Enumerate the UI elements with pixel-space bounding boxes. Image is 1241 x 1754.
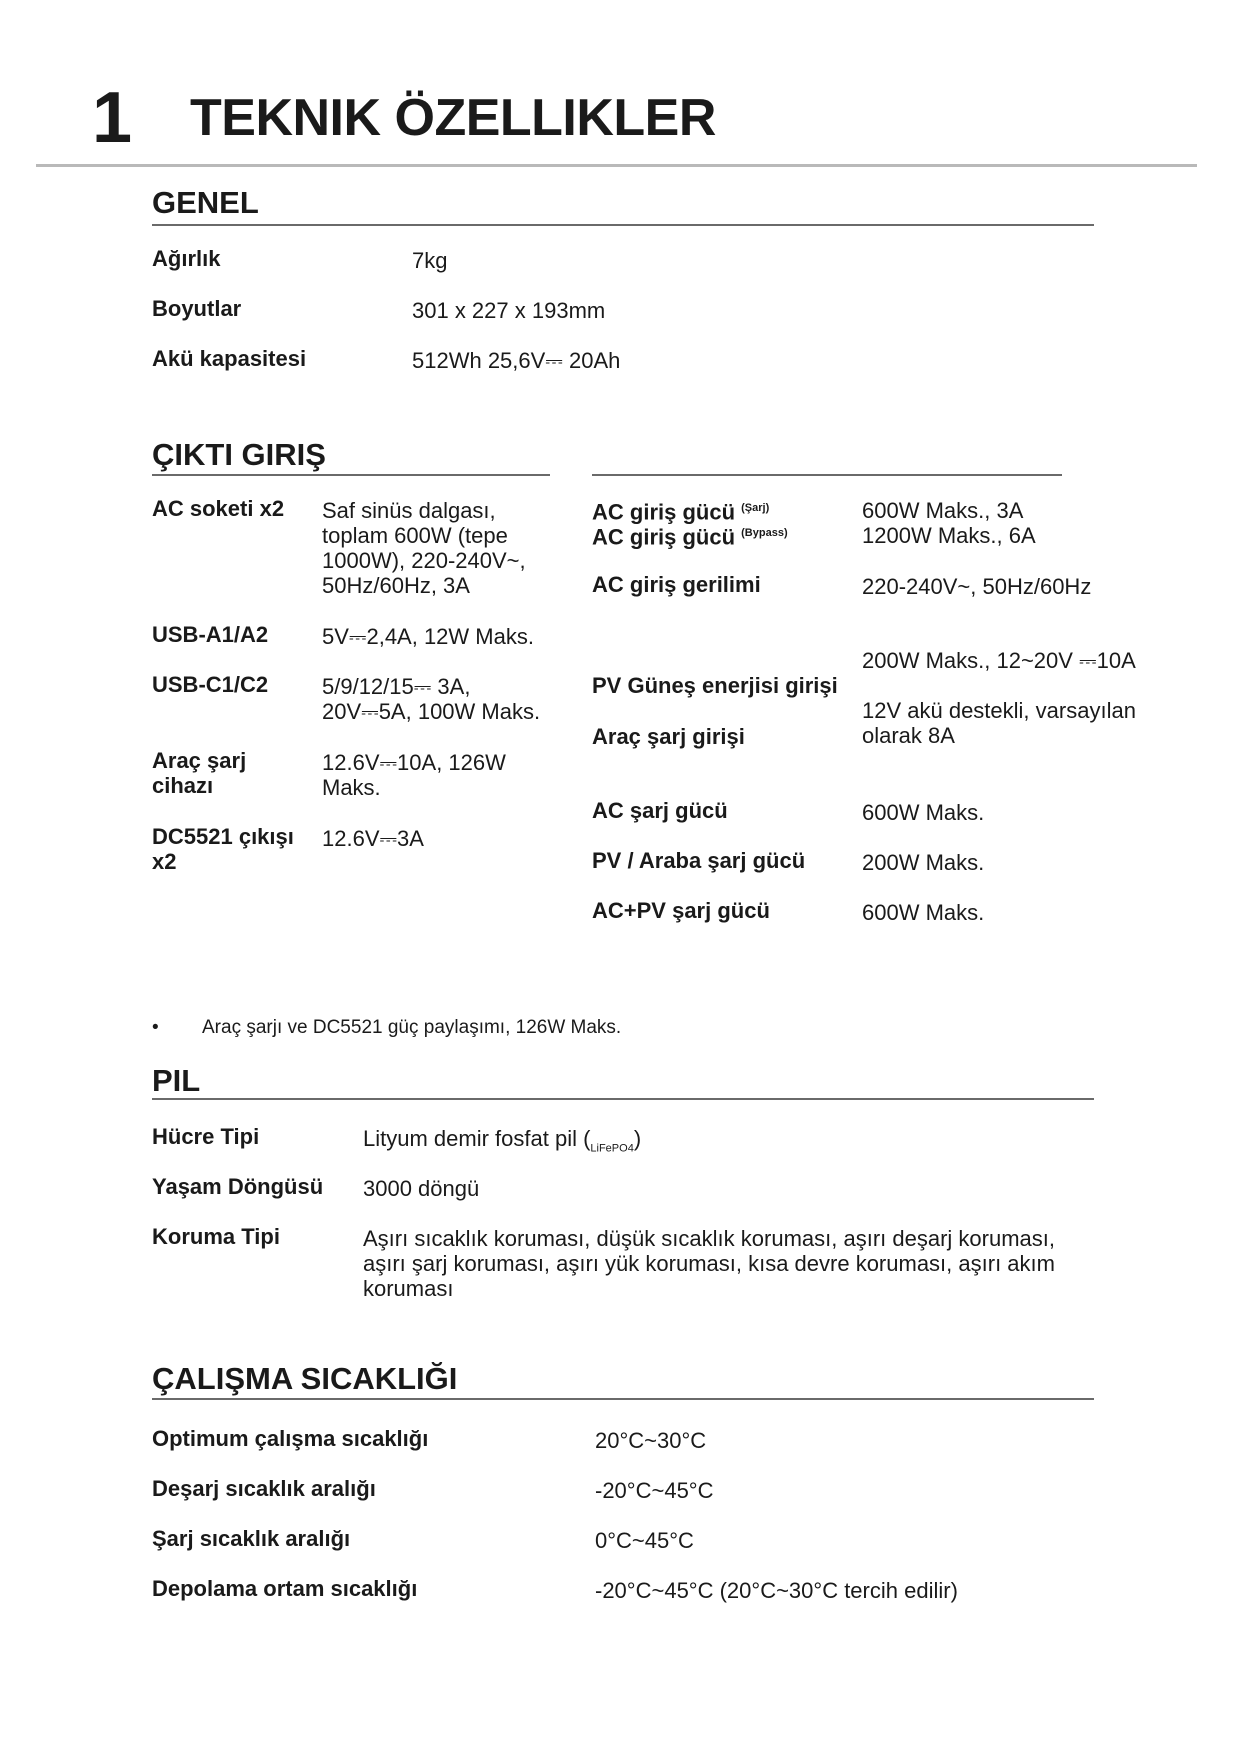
spec-label: USB-A1/A2 xyxy=(152,622,269,647)
spec-value: 5/9/12/15⎓ 3A, 20V⎓5A, 100W Maks. xyxy=(322,674,541,724)
section-title-sicaklik: ÇALIŞMA SICAKLIĞI xyxy=(152,1361,458,1396)
section-rule-cikti-right xyxy=(592,474,1062,476)
spec-label-qualifier: (Bypass) xyxy=(741,527,788,539)
spec-label: PV Güneş enerjisi girişi xyxy=(592,673,838,698)
spec-label: PV / Araba şarj gücü xyxy=(592,848,806,873)
note-text: Araç şarjı ve DC5521 güç paylaşımı, 126W Maks. xyxy=(202,1017,622,1038)
spec-value: -20°C~45°C (20°C~30°C tercih edilir) xyxy=(595,1578,958,1603)
spec-label: Araç şarj girişi xyxy=(592,724,745,749)
spec-label: DC5521 çıkışı x2 xyxy=(152,824,294,874)
chemistry-subscript: LiFePO4 xyxy=(590,1142,634,1155)
spec-value: 1200W Maks., 6A xyxy=(862,523,1036,548)
spec-value: Saf sinüs dalgası, toplam 600W (tepe 1000W), 220-240V~, 50Hz/60Hz, 3A xyxy=(322,498,526,598)
section-rule-genel xyxy=(152,224,1094,226)
chapter-number: 1 xyxy=(92,78,133,158)
spec-label: Koruma Tipi xyxy=(152,1224,280,1249)
spec-label: Depolama ortam sıcaklığı xyxy=(152,1576,418,1601)
spec-label: Ağırlık xyxy=(152,246,221,271)
spec-value: 5V⎓2,4A, 12W Maks. xyxy=(322,624,534,649)
spec-value: 3000 döngü xyxy=(363,1176,480,1201)
spec-label: Hücre Tipi xyxy=(152,1124,260,1149)
section-title-genel: GENEL xyxy=(152,185,259,220)
chapter-title: TEKNIK ÖZELLIKLER xyxy=(190,89,716,147)
spec-value: 600W Maks. xyxy=(862,900,985,925)
spec-label: Optimum çalışma sıcaklığı xyxy=(152,1426,429,1451)
spec-label-text: AC giriş gücü xyxy=(592,524,736,550)
spec-label: Şarj sıcaklık aralığı xyxy=(152,1526,351,1551)
spec-value: 20°C~30°C xyxy=(595,1428,707,1453)
spec-value: 220-240V~, 50Hz/60Hz xyxy=(862,574,1092,599)
spec-value: 600W Maks. xyxy=(862,800,985,825)
spec-value: -20°C~45°C xyxy=(595,1478,714,1503)
spec-value: 512Wh 25,6V⎓ 20Ah xyxy=(412,348,621,373)
spec-label: USB-C1/C2 xyxy=(152,672,269,697)
spec-value-text: Lityum demir fosfat pil ( xyxy=(363,1126,591,1151)
spec-value-end: ) xyxy=(633,1126,642,1151)
spec-value: 301 x 227 x 193mm xyxy=(412,298,606,323)
spec-label: Deşarj sıcaklık aralığı xyxy=(152,1476,376,1501)
spec-label: Yaşam Döngüsü xyxy=(152,1174,324,1199)
chapter-divider xyxy=(36,164,1197,167)
spec-label: AC soketi x2 xyxy=(152,496,285,521)
spec-value: 12V akü destekli, varsayılan olarak 8A xyxy=(862,698,1136,748)
spec-value: 600W Maks., 3A xyxy=(862,498,1024,523)
spec-label xyxy=(592,521,788,549)
spec-label-qualifier: (Şarj) xyxy=(741,502,770,514)
spec-label: AC+PV şarj gücü xyxy=(592,898,770,923)
section-rule-cikti-left xyxy=(152,474,550,476)
spec-label: Araç şarj cihazı xyxy=(152,748,247,798)
spec-value: 200W Maks., 12~20V ⎓10A xyxy=(862,648,1136,673)
section-rule-sicaklik xyxy=(152,1398,1094,1400)
spec-value: 12.6V⎓10A, 126W Maks. xyxy=(322,750,506,800)
spec-value: 7kg xyxy=(412,248,448,273)
spec-label: AC giriş gerilimi xyxy=(592,572,761,597)
bullet-icon: • xyxy=(152,1017,159,1038)
spec-label: AC şarj gücü xyxy=(592,798,728,823)
spec-label: Akü kapasitesi xyxy=(152,346,307,371)
section-rule-pil xyxy=(152,1098,1094,1100)
spec-value: 12.6V⎓3A xyxy=(322,826,424,851)
section-title-pil: PIL xyxy=(152,1063,201,1098)
spec-value: 200W Maks. xyxy=(862,850,985,875)
spec-value: 0°C~45°C xyxy=(595,1528,694,1553)
section-title-cikti: ÇIKTI GIRIŞ xyxy=(152,437,326,472)
spec-value xyxy=(363,1126,641,1161)
spec-label: Boyutlar xyxy=(152,296,242,321)
spec-value: Aşırı sıcaklık koruması, düşük sıcaklık koruması, aşırı deşarj koruması, aşırı şarj koruması, aşırı yük koruması, kısa devre koruması, aşırı akım koruması xyxy=(363,1226,1055,1301)
spec-label-text: AC giriş gücü xyxy=(592,499,736,525)
